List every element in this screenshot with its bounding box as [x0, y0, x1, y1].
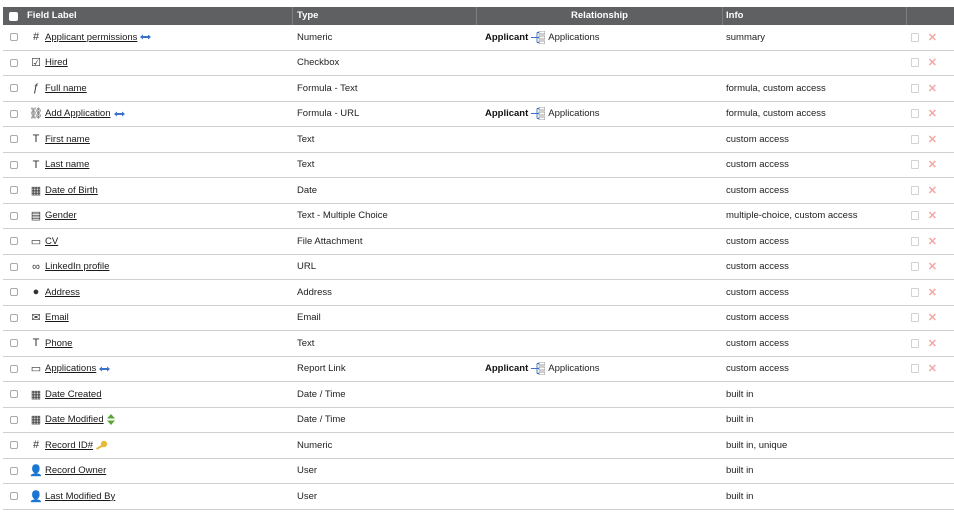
table-row	[3, 382, 954, 408]
field-type: Text	[297, 159, 315, 171]
date-time-icon: ▦	[30, 414, 42, 427]
relationship-cell	[477, 102, 723, 127]
copy-icon[interactable]	[911, 364, 919, 373]
field-label-link[interactable]: Full name	[45, 82, 87, 94]
delete-icon[interactable]: ✕	[927, 159, 937, 172]
field-label-link[interactable]: First name	[45, 133, 90, 145]
row-checkbox[interactable]	[10, 84, 18, 92]
field-label-link[interactable]: Hired	[45, 57, 68, 69]
field-label-cell	[3, 306, 293, 331]
hash-icon: #	[32, 439, 40, 452]
relationship-cell	[477, 331, 723, 356]
formula-icon: ƒ	[32, 82, 40, 95]
field-label-cell	[3, 102, 293, 127]
user-icon: 👤	[29, 465, 43, 478]
row-checkbox[interactable]	[10, 365, 18, 373]
field-label-cell	[3, 127, 293, 152]
field-info: custom access	[726, 312, 789, 324]
field-type: Date / Time	[297, 414, 346, 426]
table-row	[3, 25, 954, 51]
relationship-cell	[477, 382, 723, 407]
relationship-cell	[477, 357, 723, 382]
row-checkbox[interactable]	[10, 467, 18, 475]
hash-icon: #	[32, 31, 40, 44]
relationship-cell	[477, 255, 723, 280]
url-link-icon: ∞	[32, 260, 40, 273]
copy-icon[interactable]	[911, 109, 919, 118]
field-label-cell	[3, 76, 293, 101]
row-checkbox[interactable]	[10, 390, 18, 398]
relationship-cell	[477, 459, 723, 484]
copy-icon[interactable]	[911, 84, 919, 93]
table-row	[3, 459, 954, 485]
field-info: custom access	[726, 261, 789, 273]
table-row	[3, 153, 954, 179]
field-info: built in	[726, 465, 754, 477]
field-label-cell	[3, 357, 293, 382]
field-label-cell	[3, 229, 293, 254]
header-type[interactable]: Type	[293, 7, 477, 25]
field-type: Formula - URL	[297, 108, 360, 120]
field-label-cell	[3, 153, 293, 178]
relationship-cell	[477, 306, 723, 331]
delete-icon[interactable]: ✕	[927, 312, 937, 325]
relationship-related-table: Applications	[548, 363, 600, 375]
field-type: Text - Multiple Choice	[297, 210, 388, 222]
table-row	[3, 255, 954, 281]
field-info: formula, custom access	[726, 108, 826, 120]
field-info: custom access	[726, 235, 789, 247]
relationship-cell	[477, 433, 723, 458]
field-label-link[interactable]: Phone	[45, 337, 73, 349]
field-label-link[interactable]: Gender	[45, 210, 77, 222]
field-label-cell	[3, 255, 293, 280]
field-label-cell	[3, 178, 293, 203]
field-info: custom access	[726, 159, 789, 171]
field-type: Checkbox	[297, 57, 340, 69]
table-row	[3, 357, 954, 383]
relationship-cell	[477, 178, 723, 203]
table-row	[3, 306, 954, 332]
row-actions	[907, 204, 954, 229]
row-actions	[907, 229, 954, 254]
calendar-icon: ▦	[30, 184, 42, 197]
link-arrows-icon	[114, 111, 125, 117]
relationship-cell	[477, 25, 723, 50]
sort-arrows-icon	[107, 414, 115, 425]
field-info	[723, 51, 907, 76]
header-relationship[interactable]: Relationship	[477, 7, 723, 25]
copy-icon[interactable]	[911, 339, 919, 348]
field-label-link[interactable]: Record Owner	[45, 465, 107, 477]
field-label-link[interactable]: Record ID#	[45, 439, 94, 451]
field-info: built in, unique	[726, 439, 788, 451]
field-label-link[interactable]: LinkedIn profile	[45, 261, 110, 273]
table-row	[3, 127, 954, 153]
row-checkbox[interactable]	[10, 161, 18, 169]
row-actions	[907, 459, 954, 484]
url-formula-icon: ⛓	[29, 108, 43, 121]
copy-icon[interactable]	[911, 288, 919, 297]
relationship-cell	[477, 204, 723, 229]
header-info[interactable]: Info	[723, 7, 907, 25]
field-type: Numeric	[297, 439, 333, 451]
relationship-table-name: Applicant	[485, 108, 529, 120]
table-row	[3, 408, 954, 434]
field-info: built in	[726, 490, 754, 502]
field-label-link[interactable]: Date Modified	[45, 414, 104, 426]
table-row	[3, 204, 954, 230]
field-info: custom access	[726, 337, 789, 349]
delete-icon[interactable]: ✕	[927, 57, 937, 70]
table-row	[3, 102, 954, 128]
field-info: custom access	[726, 184, 789, 196]
row-actions	[907, 484, 954, 509]
delete-icon[interactable]: ✕	[927, 108, 937, 121]
field-label-link[interactable]: Address	[45, 286, 80, 298]
relationship-table-name: Applicant	[485, 363, 529, 375]
fields-table	[3, 7, 954, 510]
relationship-cell	[477, 51, 723, 76]
field-label-cell	[3, 280, 293, 305]
text-icon: T	[32, 133, 40, 146]
field-label-cell	[3, 25, 293, 50]
field-label-cell	[3, 51, 293, 76]
field-type: Formula - Text	[297, 82, 358, 94]
field-info: custom access	[726, 133, 789, 145]
relationship-cell	[477, 280, 723, 305]
table-row	[3, 433, 954, 459]
row-checkbox[interactable]	[10, 288, 18, 296]
delete-icon[interactable]: ✕	[927, 286, 937, 299]
relationship-related-table: Applications	[548, 108, 600, 120]
row-checkbox[interactable]	[10, 237, 18, 245]
field-label-link[interactable]: CV	[45, 235, 59, 247]
table-body	[3, 25, 954, 510]
relationship-cell	[477, 127, 723, 152]
field-info: multiple-choice, custom access	[726, 210, 858, 222]
checkbox-icon: ☑	[31, 57, 41, 70]
copy-icon[interactable]	[911, 160, 919, 169]
row-actions	[907, 102, 954, 127]
field-label-cell	[3, 204, 293, 229]
field-info: custom access	[726, 363, 789, 375]
field-info: summary	[726, 31, 766, 43]
field-label-link[interactable]: Add Application	[45, 108, 111, 120]
row-checkbox[interactable]	[10, 441, 18, 449]
field-type: User	[297, 490, 318, 502]
delete-icon[interactable]: ✕	[927, 337, 937, 350]
user-icon: 👤	[29, 490, 43, 503]
date-time-icon: ▦	[30, 388, 42, 401]
field-type: File Attachment	[297, 235, 363, 247]
row-checkbox[interactable]	[10, 212, 18, 220]
row-actions	[907, 255, 954, 280]
row-checkbox[interactable]	[10, 186, 18, 194]
field-label-cell	[3, 484, 293, 509]
row-checkbox[interactable]	[10, 339, 18, 347]
table-row	[3, 51, 954, 77]
table-row	[3, 229, 954, 255]
row-actions	[907, 51, 954, 76]
multiple-choice-icon: ▤	[30, 210, 42, 223]
delete-icon[interactable]: ✕	[927, 133, 937, 146]
relationship-cell	[477, 153, 723, 178]
row-actions	[907, 382, 954, 407]
field-label-link[interactable]: Email	[45, 312, 69, 324]
relationship-cell	[477, 484, 723, 509]
field-label-link[interactable]: Last Modified By	[45, 490, 116, 502]
field-type: URL	[297, 261, 317, 273]
field-type: Address	[297, 286, 332, 298]
row-checkbox[interactable]	[10, 416, 18, 424]
delete-icon[interactable]: ✕	[927, 82, 937, 95]
copy-icon[interactable]	[911, 58, 919, 67]
table-row	[3, 484, 954, 510]
row-actions	[907, 178, 954, 203]
report-link-icon: ▭	[30, 363, 42, 376]
link-arrows-icon	[99, 366, 110, 372]
relationship-cell	[477, 408, 723, 433]
row-checkbox[interactable]	[10, 33, 18, 41]
relationship-icon	[531, 31, 548, 44]
copy-icon[interactable]	[911, 135, 919, 144]
field-type: User	[297, 465, 318, 477]
field-info: formula, custom access	[726, 82, 826, 94]
field-type: Date	[297, 184, 318, 196]
copy-icon[interactable]	[911, 313, 919, 322]
field-label-cell	[3, 382, 293, 407]
field-info: built in	[726, 388, 754, 400]
row-actions	[907, 76, 954, 101]
table-header	[3, 7, 954, 25]
copy-icon[interactable]	[911, 262, 919, 271]
copy-icon[interactable]	[911, 33, 919, 42]
relationship-related-table: Applications	[548, 31, 600, 43]
field-label-link[interactable]: Applicant permissions	[45, 31, 138, 43]
field-label-cell	[3, 459, 293, 484]
table-row	[3, 178, 954, 204]
select-all-checkbox[interactable]	[9, 12, 18, 21]
copy-icon[interactable]	[911, 186, 919, 195]
relationship-icon	[531, 107, 548, 120]
field-label-cell	[3, 408, 293, 433]
row-checkbox[interactable]	[10, 263, 18, 271]
delete-icon[interactable]: ✕	[927, 184, 937, 197]
table-row	[3, 331, 954, 357]
table-row	[3, 76, 954, 102]
row-actions	[907, 306, 954, 331]
delete-icon[interactable]: ✕	[927, 261, 937, 274]
file-attachment-icon: ▭	[30, 235, 42, 248]
header-field-label[interactable]: Field Label	[27, 10, 77, 21]
table-row	[3, 280, 954, 306]
row-checkbox[interactable]	[10, 314, 18, 322]
field-label-cell	[3, 331, 293, 356]
delete-icon[interactable]: ✕	[927, 363, 937, 376]
field-type: Email	[297, 312, 321, 324]
field-type: Text	[297, 133, 315, 145]
delete-icon[interactable]: ✕	[927, 210, 937, 223]
row-actions	[907, 280, 954, 305]
header-actions	[907, 7, 954, 25]
field-label-link[interactable]: Applications	[45, 363, 97, 375]
header-field-label-cell	[3, 7, 293, 25]
row-checkbox[interactable]	[10, 110, 18, 118]
envelope-icon: ✉	[31, 312, 41, 325]
row-actions	[907, 153, 954, 178]
field-label-link[interactable]: Date Created	[45, 388, 102, 400]
row-actions	[907, 331, 954, 356]
copy-icon[interactable]	[911, 211, 919, 220]
relationship-cell	[477, 229, 723, 254]
field-type: Date / Time	[297, 388, 346, 400]
relationship-cell	[477, 76, 723, 101]
relationship-table-name: Applicant	[485, 31, 529, 43]
map-pin-icon: ●	[32, 286, 40, 299]
row-actions	[907, 408, 954, 433]
field-info: custom access	[726, 286, 789, 298]
delete-icon[interactable]: ✕	[927, 235, 937, 248]
field-type: Numeric	[297, 31, 333, 43]
row-checkbox[interactable]	[10, 135, 18, 143]
field-label-cell	[3, 433, 293, 458]
key-icon	[96, 440, 108, 450]
field-label-link[interactable]: Last name	[45, 159, 90, 171]
field-info: built in	[726, 414, 754, 426]
relationship-icon	[531, 362, 548, 375]
row-actions	[907, 433, 954, 458]
row-checkbox[interactable]	[10, 59, 18, 67]
row-actions	[907, 127, 954, 152]
copy-icon[interactable]	[911, 237, 919, 246]
row-checkbox[interactable]	[10, 492, 18, 500]
text-icon: T	[32, 337, 40, 350]
field-type: Text	[297, 337, 315, 349]
text-icon: T	[32, 158, 40, 171]
link-arrows-icon	[140, 34, 151, 40]
row-actions	[907, 25, 954, 50]
field-type: Report Link	[297, 363, 346, 375]
delete-icon[interactable]: ✕	[927, 31, 937, 44]
field-label-link[interactable]: Date of Birth	[45, 184, 98, 196]
row-actions	[907, 357, 954, 382]
